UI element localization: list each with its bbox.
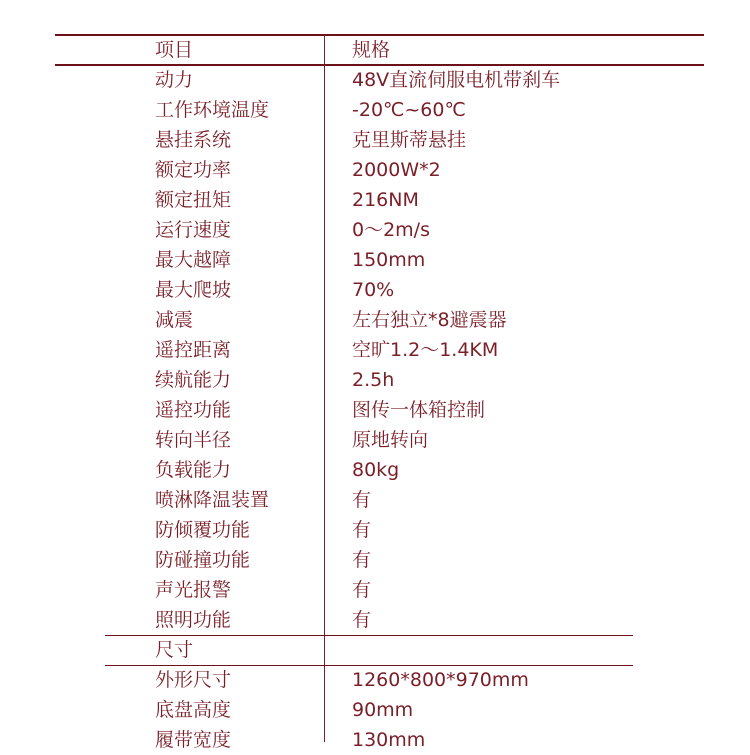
table-row: [0, 335, 750, 365]
row-item: 最大越障: [155, 249, 232, 271]
row-item: 转向半径: [155, 429, 232, 451]
table-row: [0, 215, 750, 245]
table-row: [0, 695, 750, 725]
row-spec: 1260*800*970mm: [352, 669, 529, 691]
row-spec: 70%: [352, 279, 395, 301]
row-item: 履带宽度: [155, 729, 232, 751]
row-spec: 150mm: [352, 249, 426, 271]
row-item: 悬挂系统: [155, 129, 232, 151]
table-row: [0, 185, 750, 215]
table-row: [0, 575, 750, 605]
row-item: 额定扭矩: [155, 189, 232, 211]
table-row: [0, 305, 750, 335]
row-item: 底盘高度: [155, 699, 232, 721]
table-row: [0, 245, 750, 275]
table-row: [0, 155, 750, 185]
table-row: [0, 95, 750, 125]
table-row: [0, 725, 750, 755]
row-spec: 90mm: [352, 699, 414, 721]
row-spec: 有: [352, 519, 372, 541]
row-item: 动力: [155, 69, 194, 91]
row-item: 外形尺寸: [155, 669, 232, 691]
section-header-row: [0, 635, 750, 665]
row-spec: 有: [352, 489, 372, 511]
table-row: [0, 455, 750, 485]
row-spec: 有: [352, 579, 372, 601]
row-spec: -20℃~60℃: [352, 99, 466, 121]
row-item: 续航能力: [155, 369, 232, 391]
row-item: 工作环境温度: [155, 99, 270, 121]
table-row: [0, 545, 750, 575]
table-row: [0, 425, 750, 455]
row-spec: 空旷1.2～1.4KM: [352, 339, 499, 361]
table-row: [0, 485, 750, 515]
header-spec: 规格: [352, 39, 391, 61]
row-spec: 130mm: [352, 729, 426, 751]
row-spec: 左右独立*8避震器: [352, 309, 507, 331]
row-spec: 48V直流伺服电机带刹车: [352, 69, 561, 91]
table-row: [0, 365, 750, 395]
row-spec: 2.5h: [352, 369, 395, 391]
row-spec: 80kg: [352, 459, 400, 481]
row-spec: 有: [352, 549, 372, 571]
row-spec: 有: [352, 609, 372, 631]
table-row: [0, 275, 750, 305]
row-item: 遥控距离: [155, 339, 232, 361]
table-row: [0, 125, 750, 155]
row-spec: 原地转向: [352, 429, 429, 451]
row-item: 减震: [155, 309, 194, 331]
row-item: 照明功能: [155, 609, 232, 631]
row-spec: 克里斯蒂悬挂: [352, 129, 467, 151]
table-row: [0, 395, 750, 425]
row-item: 最大爬坡: [155, 279, 232, 301]
header-item: 项目: [155, 39, 194, 61]
row-item: 负载能力: [155, 459, 232, 481]
row-spec: 0～2m/s: [352, 219, 430, 241]
row-item: 喷淋降温装置: [155, 489, 270, 511]
header-row: [0, 35, 750, 65]
row-item: 额定功率: [155, 159, 232, 181]
row-spec: 216NM: [352, 189, 419, 211]
row-item: 遥控功能: [155, 399, 232, 421]
table-row: [0, 605, 750, 635]
row-item: 声光报警: [155, 579, 232, 601]
row-item: 运行速度: [155, 219, 232, 241]
row-spec: 2000W*2: [352, 159, 441, 181]
row-item: 防倾覆功能: [155, 519, 251, 541]
row-spec: 图传一体箱控制: [352, 399, 486, 421]
row-item: 防碰撞功能: [155, 549, 251, 571]
table-row: [0, 515, 750, 545]
section-title: 尺寸: [155, 639, 194, 661]
table-row: [0, 665, 750, 695]
table-row: [0, 65, 750, 95]
